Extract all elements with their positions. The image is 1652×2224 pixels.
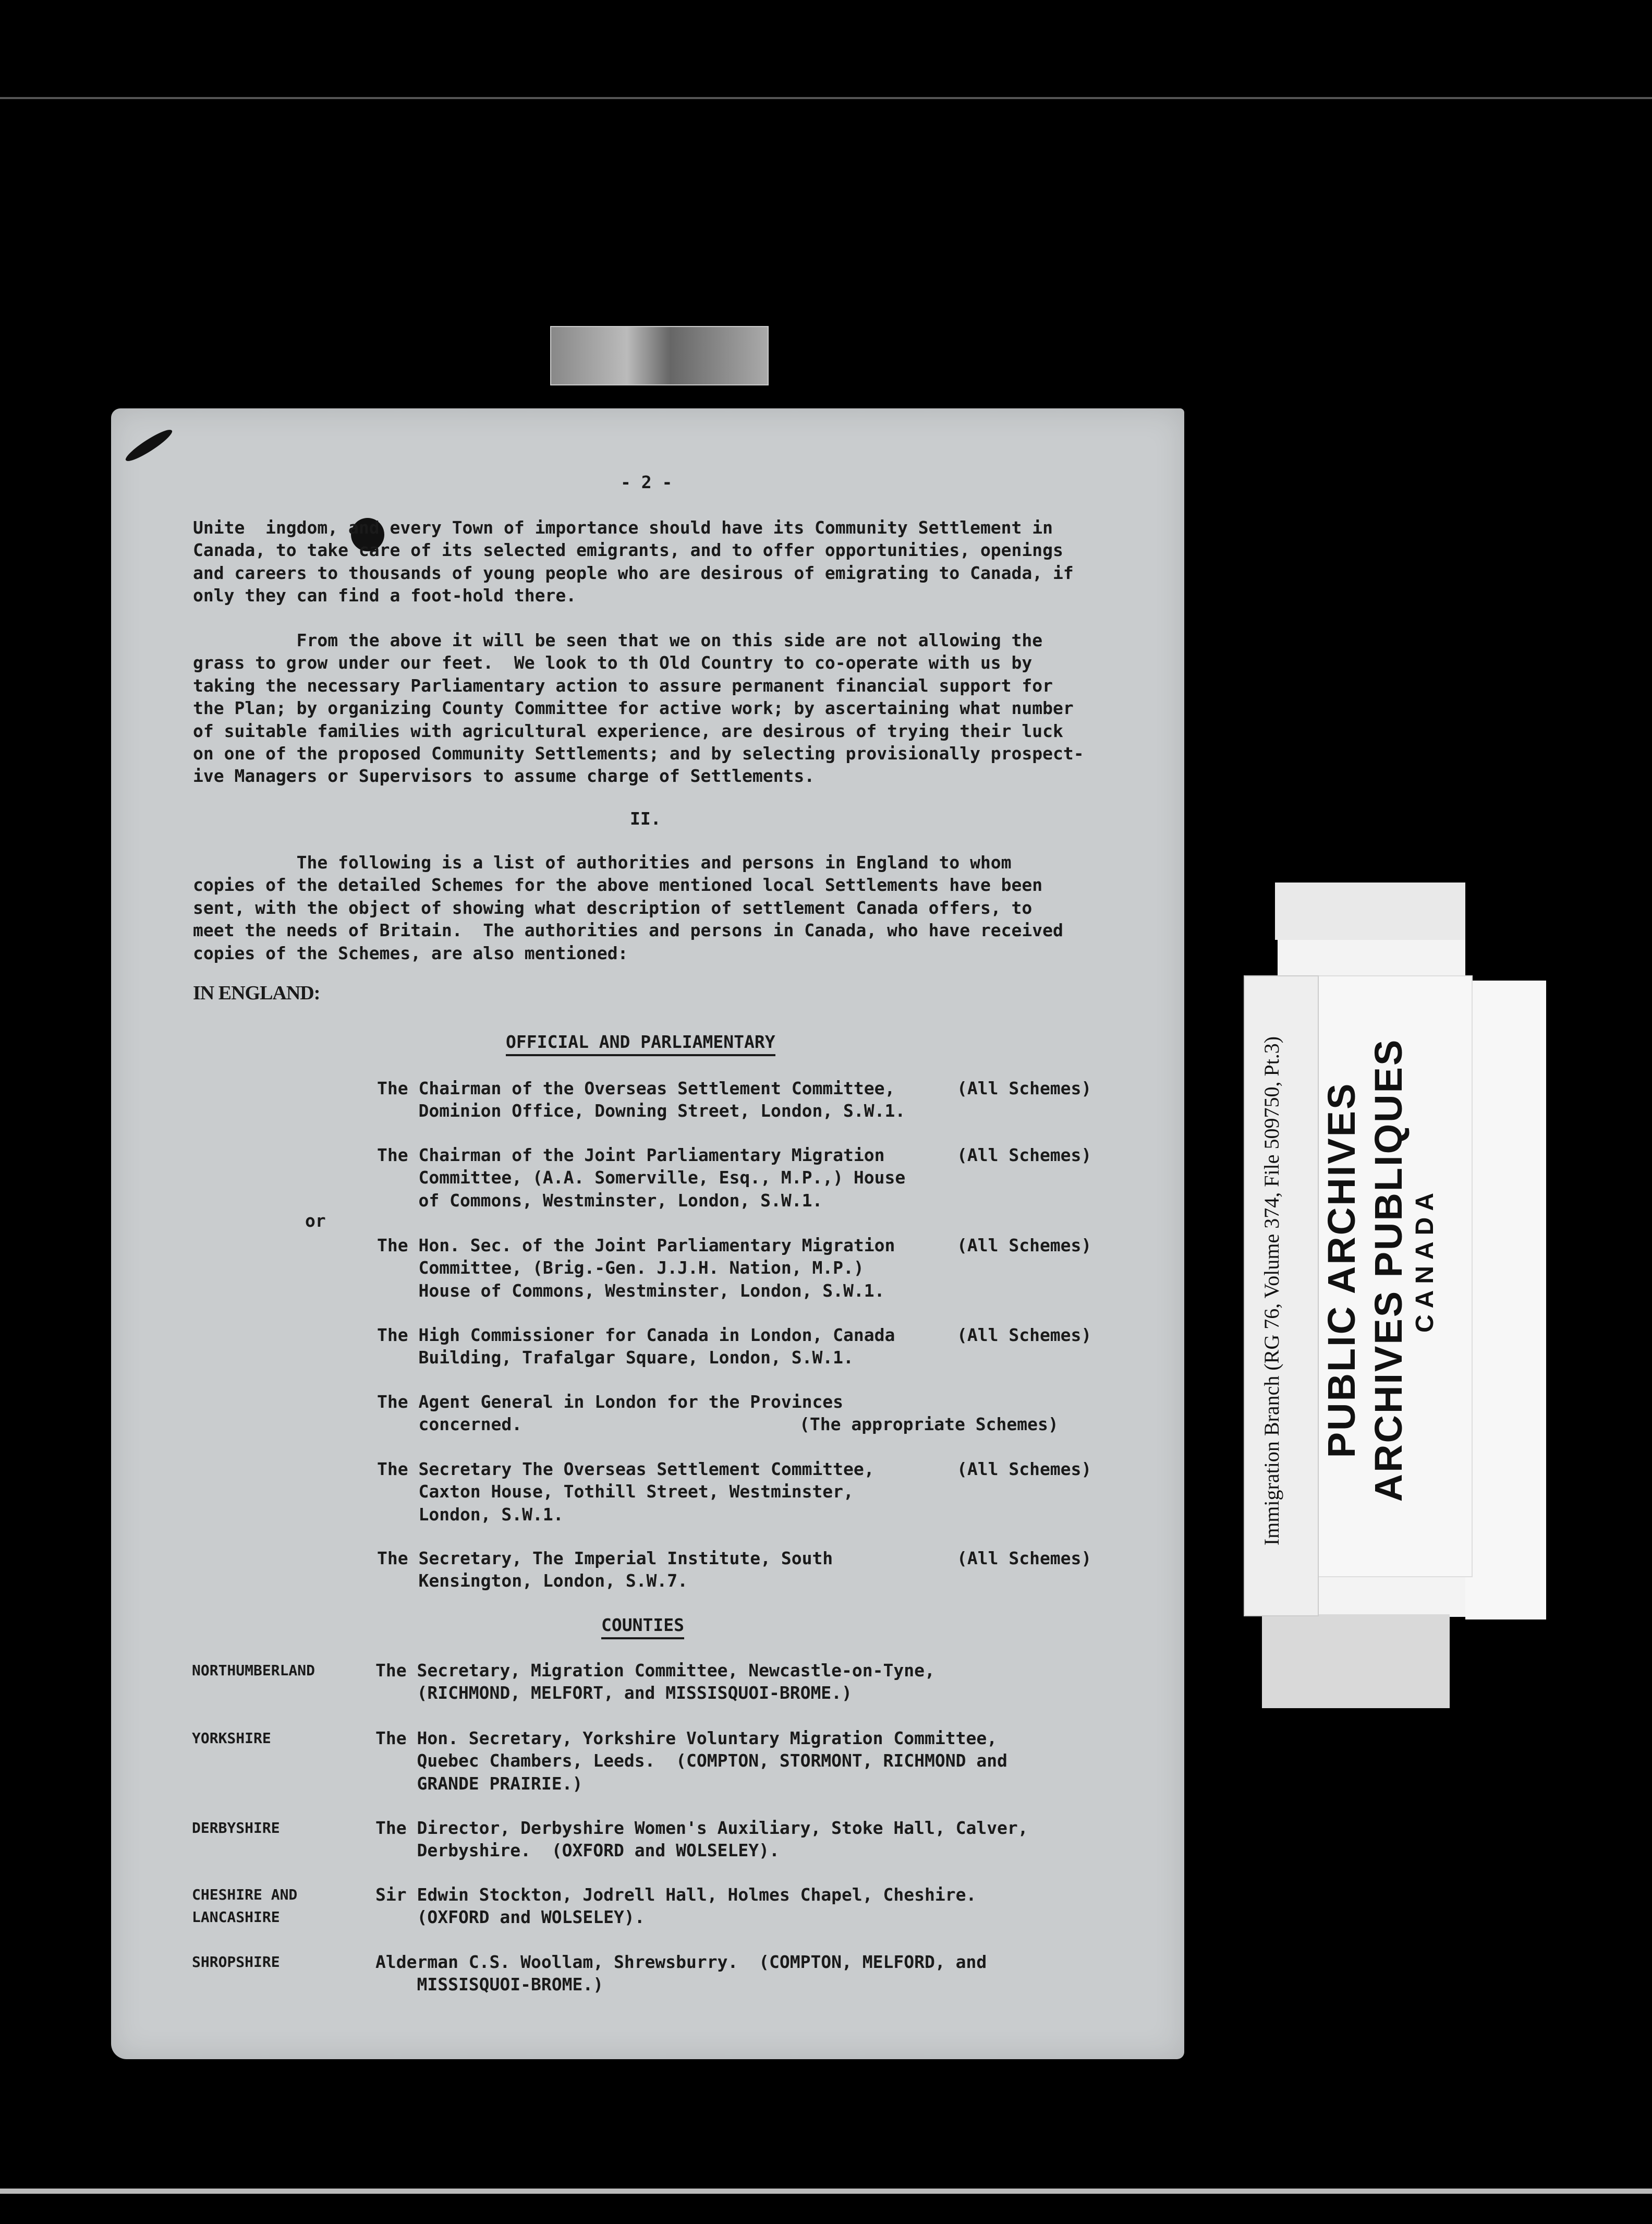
official-entry-scheme: (All Schemes) xyxy=(957,1325,1092,1345)
public-archives-text: PUBLIC ARCHIVES xyxy=(1320,1082,1363,1458)
counties-heading: COUNTIES xyxy=(601,1614,684,1636)
county-entry: The Director, Derbyshire Women's Auxiliary, Stoke Hall, Calver, Derbyshire. (OXFORD and WOLSELEY). xyxy=(375,1818,1028,1861)
official-entry-text: The Hon. Sec. of the Joint Parliamentary Migration Committee, (Brig.-Gen. J.J.H. Nation, M.P.) House of Commons, Westminster, London, S.W.1. xyxy=(377,1235,895,1301)
in-england-heading: IN ENGLAND: xyxy=(193,982,320,1004)
or-label: or xyxy=(305,1211,326,1231)
paper-tab xyxy=(550,326,769,385)
archives-publiques-text: ARCHIVES PUBLIQUES xyxy=(1367,1038,1410,1502)
official-entry-text: The Chairman of the Joint Parliamentary Migration Committee, (A.A. Somerville, Esq., M.P.,) House of Commons, Westminster, London, S.W.1. xyxy=(377,1145,906,1211)
county-name: SHROPSHIRE xyxy=(192,1953,280,1971)
official-entry-text: The Secretary, The Imperial Institute, South Kensington, London, S.W.7. xyxy=(377,1548,833,1591)
film-edge-top xyxy=(0,97,1652,99)
official-entry-scheme: (The appropriate Schemes) xyxy=(799,1414,1059,1434)
official-entry-scheme: (All Schemes) xyxy=(957,1145,1092,1165)
official-entry-text: The Secretary The Overseas Settlement Committee, Caxton House, Tothill Street, Westminster, London, S.W.1. xyxy=(377,1459,874,1525)
film-edge-bottom xyxy=(0,2189,1652,2194)
official-entry-scheme: (All Schemes) xyxy=(957,1078,1092,1098)
county-entry: The Secretary, Migration Committee, Newcastle-on-Tyne, (RICHMOND, MELFORT, and MISSISQUOI-BROME.) xyxy=(375,1660,935,1703)
canada-text: CANADA xyxy=(1411,1187,1439,1333)
official-entry-scheme: (All Schemes) xyxy=(957,1235,1092,1255)
paragraph-1: Unite ingdom, and every Town of importance should have its Community Settlement in Canada, to take care of its selected emigrants, and to offer opportunities, openings and careers to thousands of young people who are desirous of emigrating to Canada, if only they can find a foot-hold there. xyxy=(193,517,1074,606)
archive-label-strip xyxy=(1262,1614,1450,1708)
official-heading: OFFICIAL AND PARLIAMENTARY xyxy=(506,1031,775,1053)
county-name: DERBYSHIRE xyxy=(192,1819,280,1836)
official-entry-text: The Agent General in London for the Provinces concerned. xyxy=(377,1392,844,1435)
county-name: YORKSHIRE xyxy=(192,1730,271,1747)
official-entry-scheme: (All Schemes) xyxy=(957,1459,1092,1479)
official-entry-scheme: (All Schemes) xyxy=(957,1548,1092,1568)
paragraph-3: The following is a list of authorities and persons in England to whom copies of the detailed Schemes for the above mentioned local Settlements have been sent, with the object of showing what description of settlement Canada offers, to meet the needs of Britain. The authorities and persons in Canada, who have received copies of the Schemes, are also mentioned: xyxy=(193,852,1063,963)
paragraph-2: From the above it will be seen that we on this side are not allowing the grass to grow under our feet. We look to th Old Country to co-operate with us by taking the necessary Parliamentary action to assure permanent financial support for the Plan; by organizing County Committee for active work; by ascertaining what number of suitable families with agricultural experience, are desirous of trying their luck on one of the proposed Community Settlements; and by selecting provisionally prospect- ive Managers or Supervisors to assume charge of Settlements. xyxy=(193,630,1084,787)
county-name: CHESHIRE AND LANCASHIRE xyxy=(192,1886,298,1926)
official-entry-text: The High Commissioner for Canada in London, Canada Building, Trafalgar Square, London, S.W.1. xyxy=(377,1325,895,1368)
archive-label-top xyxy=(1275,883,1465,940)
county-entry: Alderman C.S. Woollam, Shrewsburry. (COMPTON, MELFORD, and MISSISQUOI-BROME.) xyxy=(375,1952,987,1995)
archive-reference: Immigration Branch (RG 76, Volume 374, File 509750, Pt.3) xyxy=(1260,1036,1283,1546)
ink-blot xyxy=(123,425,175,466)
county-entry: Sir Edwin Stockton, Jodrell Hall, Holmes Chapel, Cheshire. (OXFORD and WOLSELEY). xyxy=(375,1884,977,1928)
document-page xyxy=(111,408,1184,2059)
page-number: - 2 - xyxy=(621,472,673,492)
official-entry-text: The Chairman of the Overseas Settlement Committee, Dominion Office, Downing Street, London, S.W.1. xyxy=(377,1078,906,1121)
section-numeral: II. xyxy=(630,808,661,829)
county-name: NORTHUMBERLAND xyxy=(192,1662,315,1679)
archive-label-right xyxy=(1465,981,1546,1619)
county-entry: The Hon. Secretary, Yorkshire Voluntary Migration Committee, Quebec Chambers, Leeds. (COMPTON, STORMONT, RICHMOND and GRANDE PRAIRIE.) xyxy=(375,1728,1007,1794)
